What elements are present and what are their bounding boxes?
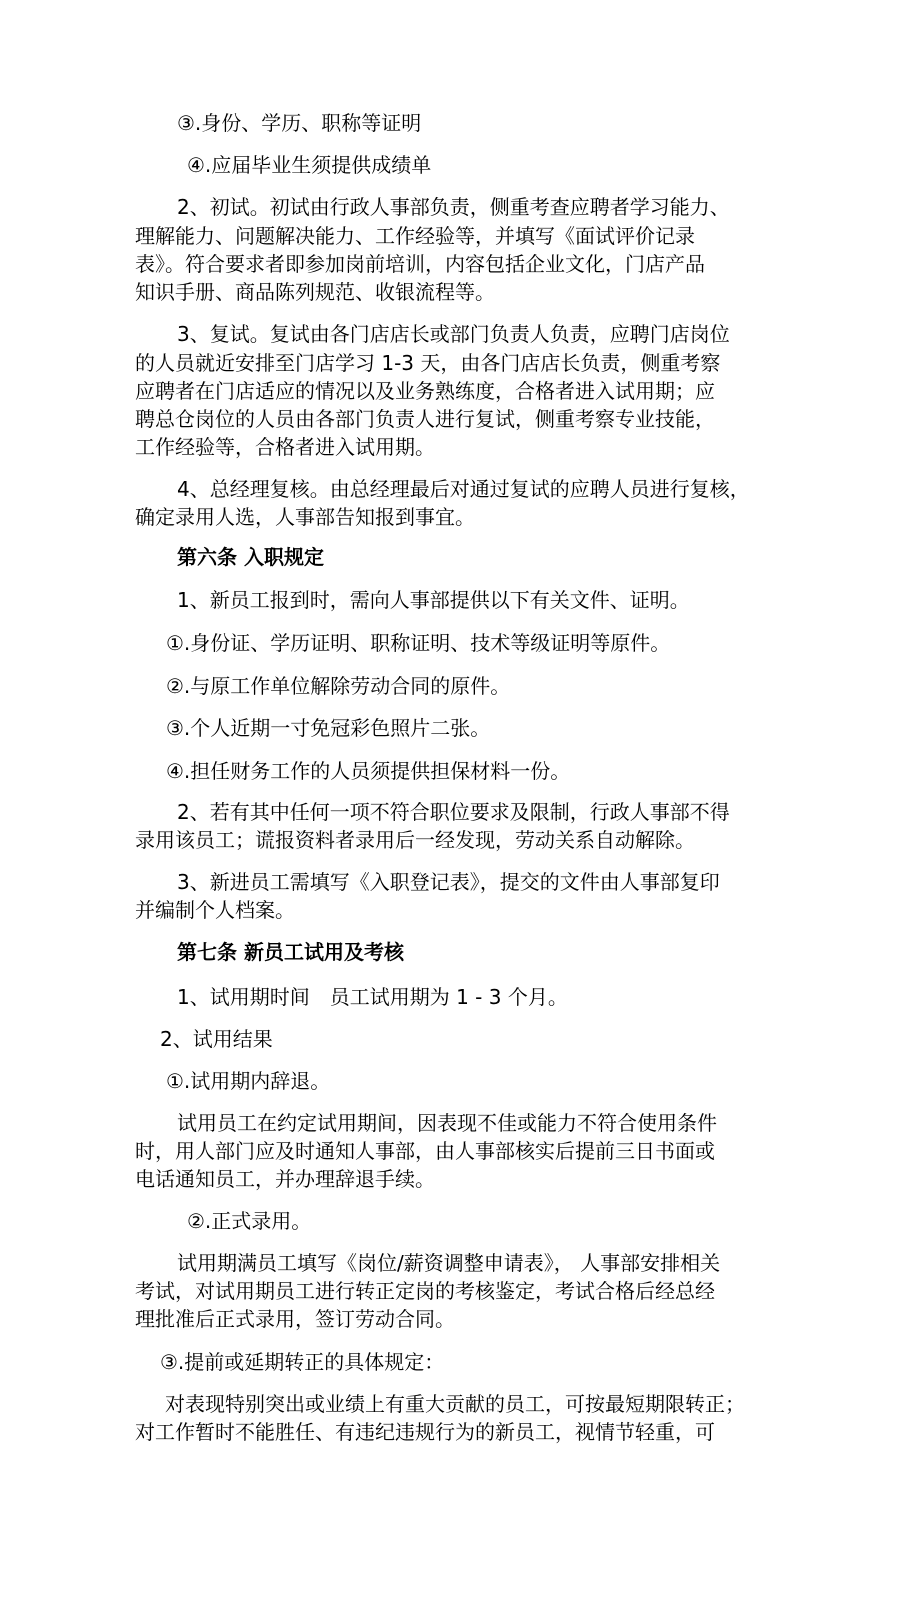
paragraph-line: 表》。符合要求者即参加岗前培训，内容包括企业文化，门店产品: [135, 252, 705, 276]
list-item: ②.正式录用。: [187, 1209, 312, 1233]
list-item: ③.个人近期一寸免冠彩色照片二张。: [166, 716, 491, 740]
list-item: ①.身份证、学历证明、职称证明、技术等级证明等原件。: [166, 631, 671, 655]
paragraph-line: 的人员就近安排至门店学习 1-3 天，由各门店店长负责，侧重考察: [135, 351, 721, 375]
list-item: ④.应届毕业生须提供成绩单: [187, 153, 432, 177]
list-item: ④.担任财务工作的人员须提供担保材料一份。: [166, 759, 571, 783]
section-heading: 第六条 入职规定: [177, 545, 324, 569]
paragraph-line: 对表现特别突出或业绩上有重大贡献的员工，可按最短期限转正；: [165, 1392, 745, 1416]
list-item: ①.试用期内辞退。: [166, 1069, 331, 1093]
paragraph-line: 2、初试。初试由行政人事部负责，侧重考查应聘者学习能力、: [177, 195, 730, 219]
list-item: ②.与原工作单位解除劳动合同的原件。: [166, 674, 511, 698]
list-item: ③.提前或延期转正的具体规定：: [160, 1350, 445, 1374]
paragraph-line: 1、试用期时间 员工试用期为 1 - 3 个月。: [177, 985, 568, 1009]
paragraph-line: 1、新员工报到时，需向人事部提供以下有关文件、证明。: [177, 588, 690, 612]
paragraph-line: 3、复试。复试由各门店店长或部门负责人负责，应聘门店岗位: [177, 322, 730, 346]
list-item: ③.身份、学历、职称等证明: [177, 111, 422, 135]
paragraph-line: 试用员工在约定试用期间，因表现不佳或能力不符合使用条件: [177, 1111, 717, 1135]
paragraph-line: 并编制个人档案。: [135, 898, 295, 922]
paragraph-line: 考试，对试用期员工进行转正定岗的考核鉴定，考试合格后经总经: [135, 1279, 715, 1303]
paragraph-line: 3、新进员工需填写《入职登记表》，提交的文件由人事部复印: [177, 870, 720, 894]
paragraph-line: 聘总仓岗位的人员由各部门负责人进行复试，侧重考察专业技能，: [135, 407, 715, 431]
paragraph-line: 时，用人部门应及时通知人事部，由人事部核实后提前三日书面或: [135, 1139, 715, 1163]
paragraph-line: 试用期满员工填写《岗位/薪资调整申请表》， 人事部安排相关: [177, 1251, 721, 1275]
paragraph-line: 录用该员工；谎报资料者录用后一经发现，劳动关系自动解除。: [135, 828, 695, 852]
paragraph-line: 2、试用结果: [160, 1027, 273, 1051]
paragraph-line: 电话通知员工，并办理辞退手续。: [135, 1167, 435, 1191]
paragraph-line: 应聘者在门店适应的情况以及业务熟练度，合格者进入试用期；应: [135, 379, 715, 403]
paragraph-line: 2、若有其中任何一项不符合职位要求及限制，行政人事部不得: [177, 800, 730, 824]
paragraph-line: 理批准后正式录用，签订劳动合同。: [135, 1307, 455, 1331]
paragraph-line: 对工作暂时不能胜任、有违纪违规行为的新员工，视情节轻重，可: [135, 1420, 715, 1444]
paragraph-line: 知识手册、商品陈列规范、收银流程等。: [135, 280, 495, 304]
paragraph-line: 工作经验等，合格者进入试用期。: [135, 435, 435, 459]
paragraph-line: 4、总经理复核。由总经理最后对通过复试的应聘人员进行复核，: [177, 477, 750, 501]
paragraph-line: 理解能力、问题解决能力、工作经验等，并填写《面试评价记录: [135, 224, 695, 248]
paragraph-line: 确定录用人选，人事部告知报到事宜。: [135, 505, 475, 529]
section-heading: 第七条 新员工试用及考核: [177, 940, 404, 964]
